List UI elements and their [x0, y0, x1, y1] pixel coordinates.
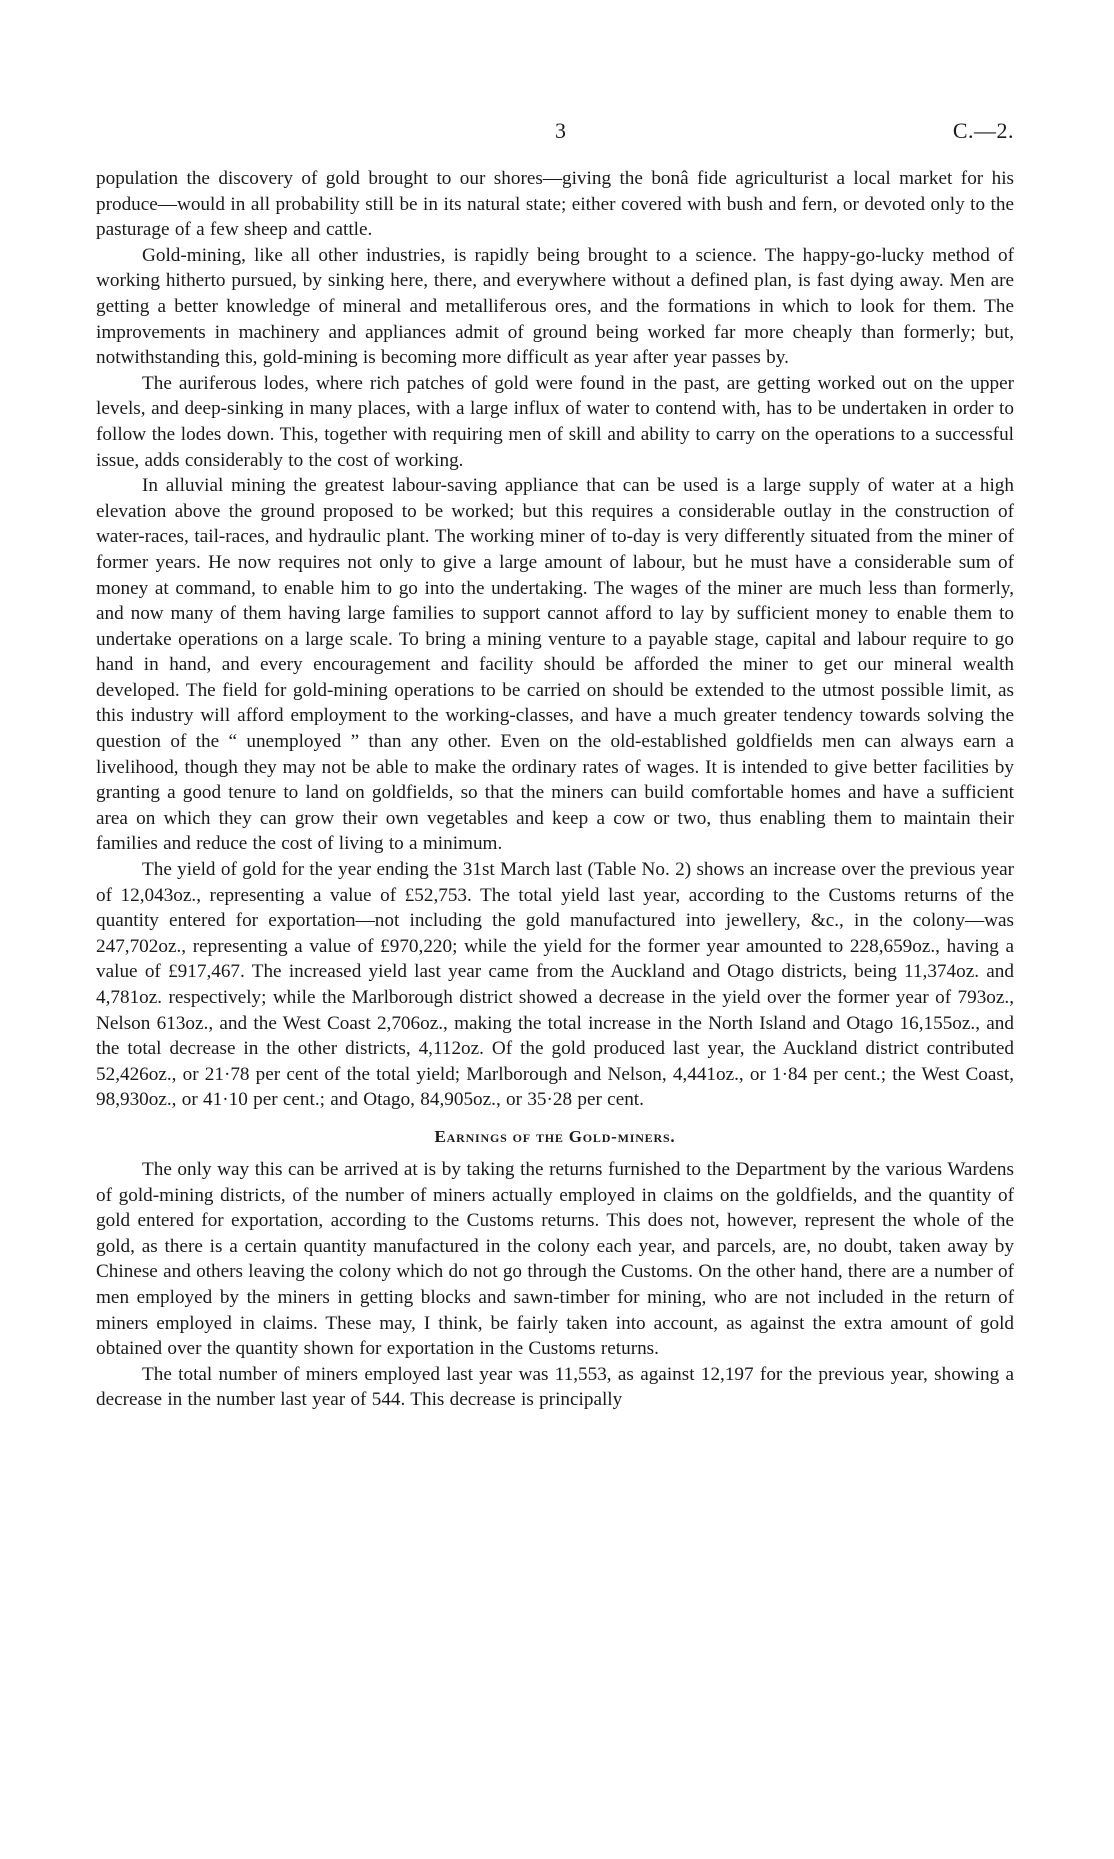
paragraph-gold-mining-science: Gold-mining, like all other industries, is rapidly being brought to a science. The happy-go-lucky method of working hitherto pursued, by sinking here, there, and everywhere without a defined plan, is fast dying away. Men are getting a better knowledge of mineral and metalliferous ores, and the formations in which to look for them. The improvements in machinery and appliances admit of ground being worked far more cheaply than formerly; but, notwithstanding this, gold-mining is becoming more difficult as year after year passes by.: [96, 244, 1014, 369]
paragraph-gold-yield: The yield of gold for the year ending the 31st March last (Table No. 2) shows an increase over the previous year of 12,043oz., representing a value of £52,753. The total yield last year, according to the Customs returns of the quantity entered for exportation—not including the gold manufactured into jewellery, &c., in the colony—was 247,702oz., representing a value of £970,220; while the yield for the former year amounted to 228,659oz., having a value of £917,467. The increased yield last year came from the Auckland and Otago districts, being 11,374oz. and 4,781oz. respectively; while the Marlborough district showed a decrease in the yield over the former year of 793oz., Nelson 613oz., and the West Coast 2,706oz., making the total increase in the North Island and Otago 16,155oz., and the total decrease in the other districts, 4,112oz. Of the gold produced last year, the Auckland district contributed 52,426oz., or 21·78 per cent of the total yield; Marlborough and Nelson, 4,441oz., or 1·84 per cent.; the West Coast, 98,930oz., or 41·10 per cent.; and Otago, 84,905oz., or 35·28 per cent.: [96, 859, 1014, 1111]
paragraph-alluvial-mining: In alluvial mining the greatest labour-saving appliance that can be used is a large supply of water at a high elevation above the ground proposed to be worked; but this requires a considerable outlay in the construction of water-races, tail-races, and hydraulic plant. The working miner of to-day is very differently situated from the miner of former years. He now requires not only to give a large amount of labour, but he must have a considerable sum of money at command, to enable him to go into the undertaking. The wages of the miner are much less than formerly, and now many of them having large families to support cannot afford to lay by sufficient money to enable them to undertake operations on a large scale. To bring a mining venture to a payable stage, capital and labour require to go hand in hand, and every encouragement and facility should be afforded the miner to get our mineral wealth developed. The field for gold-mining operations to be carried on should be extended to the utmost possible limit, as this industry will afford employment to the working-classes, and have a much greater tendency towards solving the question of the “ unemployed ” than any other. Even on the old-established goldfields men can always earn a livelihood, though they may not be able to make the ordinary rates of wages. It is intended to give better facilities by granting a good tenure to land on goldfields, so that the miners can build comfortable homes and have a sufficient area on which they can grow their own vegetables and keep a cow or two, thus enabling them to maintain their families and reduce the cost of living to a minimum.: [96, 475, 1014, 855]
paragraph-earnings-method: The only way this can be arrived at is by taking the returns furnished to the Department by the various Wardens of gold-mining districts, of the number of miners actually employed in claims on the goldfields, and the quantity of gold entered for exportation, according to the Customs returns. This does not, however, represent the whole of the gold, as there is a certain quantity manufactured in the colony each year, and parcels, are, no doubt, taken away by Chinese and others leaving the colony which do not go through the Customs. On the other hand, there are a number of men employed by the miners in getting blocks and sawn-timber for mining, who are not included in the return of miners employed in claims. These may, I think, be fairly taken into account, as against the extra amount of gold obtained over the quantity shown for exportation in the Customs returns.: [96, 1158, 1014, 1360]
paragraph-auriferous-lodes: The auriferous lodes, where rich patches of gold were found in the past, are getting worked out on the upper levels, and deep-sinking in many places, with a large influx of water to contend with, has to be undertaken in order to follow the lodes down. This, together with requiring men of skill and ability to carry on the operations to a successful issue, adds considerably to the cost of working.: [96, 372, 1014, 471]
section-heading-earnings: Earnings of the Gold-miners.: [434, 1126, 676, 1146]
paragraph-continuation: population the discovery of gold brought to our shores—giving the bonâ fide agriculturist a local market for his produce—would in all probability still be in its natural state; either covered with bush and fern, or devoted only to the pasturage of a few sheep and cattle.: [96, 168, 1014, 241]
page-header: [0, 118, 1114, 148]
paragraph-miners-employed: The total number of miners employed last year was 11,553, as against 12,197 for the previous year, showing a decrease in the number last year of 544. This decrease is principally: [96, 1363, 1014, 1411]
document-reference: C.—2.: [952, 118, 1014, 143]
body-text: [96, 166, 1014, 1413]
page-number: 3: [555, 118, 566, 143]
